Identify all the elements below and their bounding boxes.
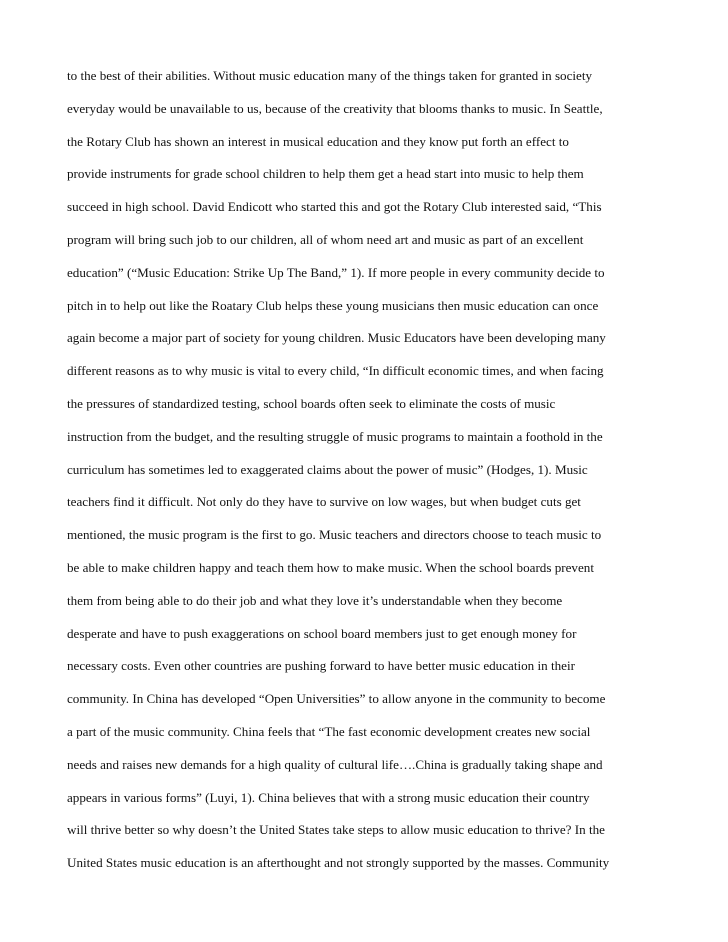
text-line: provide instruments for grade school children to help them get a head start into music to help them bbox=[67, 166, 584, 182]
text-line: community. In China has developed “Open Universities” to allow anyone in the community to become bbox=[67, 691, 606, 707]
text-line: instruction from the budget, and the resulting struggle of music programs to maintain a foothold in the bbox=[67, 428, 603, 444]
text-line: everyday would be unavailable to us, because of the creativity that blooms thanks to music. In Seattle, bbox=[67, 100, 603, 116]
text-line: teachers find it difficult. Not only do they have to survive on low wages, but when budget cuts get bbox=[67, 494, 581, 510]
text-line: pitch in to help out like the Roatary Club helps these young musicians then music education can once bbox=[67, 297, 599, 313]
text-line: be able to make children happy and teach them how to make music. When the school boards prevent bbox=[67, 559, 594, 575]
text-line: United States music education is an afterthought and not strongly supported by the masses. Community bbox=[67, 855, 610, 871]
text-line: will thrive better so why doesn’t the United States take steps to allow music education to thrive? In the bbox=[67, 822, 605, 838]
text-line: desperate and have to push exaggerations on school board members just to get enough money for bbox=[67, 625, 577, 641]
text-line: mentioned, the music program is the first to go. Music teachers and directors choose to teach music to bbox=[67, 527, 602, 543]
text-line: education” (“Music Education: Strike Up The Band,” 1). If more people in every community decide to bbox=[67, 264, 605, 280]
text-line: necessary costs. Even other countries are pushing forward to have better music education in their bbox=[67, 658, 575, 674]
text-line: to the best of their abilities. Without music education many of the things taken for granted in society bbox=[67, 68, 593, 83]
text-line: the Rotary Club has shown an interest in musical education and they know put forth an effect to bbox=[67, 133, 569, 149]
text-line: needs and raises new demands for a high quality of cultural life….China is gradually taking shape and bbox=[67, 756, 603, 772]
text-line: program will bring such job to our children, all of whom need art and music as part of an excellent bbox=[67, 231, 584, 247]
text-line: them from being able to do their job and what they love it’s understandable when they become bbox=[67, 592, 563, 608]
text-line: succeed in high school. David Endicott who started this and got the Rotary Club interested said, “This bbox=[67, 199, 602, 215]
text-line: again become a major part of society for young children. Music Educators have been developing many bbox=[67, 330, 606, 346]
text-line: appears in various forms” (Luyi, 1). China believes that with a strong music education their country bbox=[67, 789, 590, 805]
text-line: the pressures of standardized testing, school boards often seek to eliminate the costs of music bbox=[67, 395, 556, 411]
essay-body-text bbox=[67, 60, 667, 880]
text-line: curriculum has sometimes led to exaggerated claims about the power of music” (Hodges, 1). Music bbox=[67, 461, 588, 477]
text-line: a part of the music community. China feels that “The fast economic development creates new social bbox=[67, 723, 591, 739]
text-line: different reasons as to why music is vital to every child, “In difficult economic times, and when facing bbox=[67, 363, 604, 379]
